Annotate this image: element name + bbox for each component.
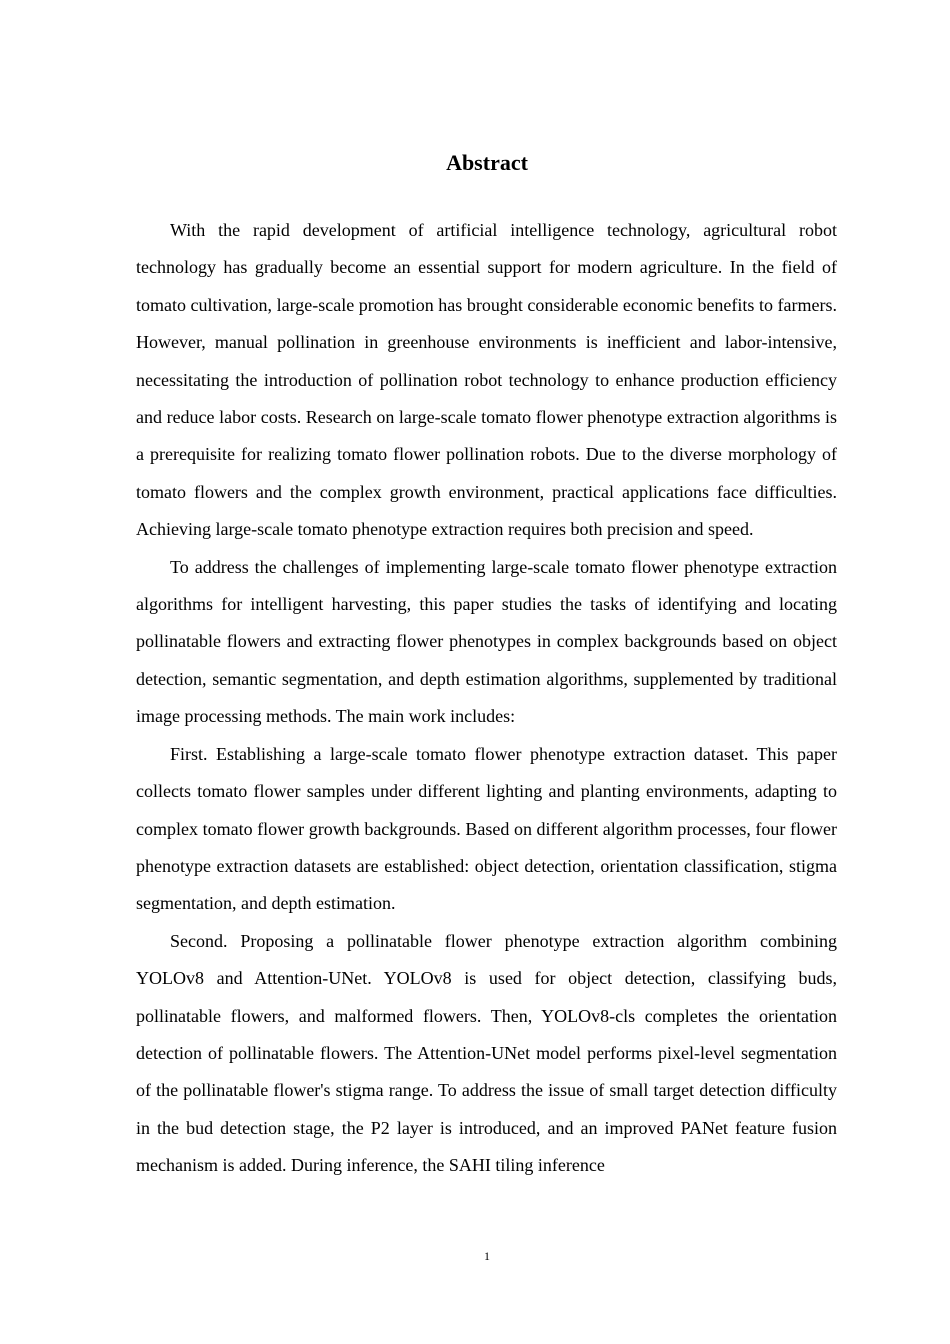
paragraph-intro: With the rapid development of artificial intelligence technology, agricultural robot technology has gradually become an essential support for modern agriculture. In the field of tomato cultivation, large-scale promotion has brought considerable economic benefits to farmers. However, manual pollination in greenhouse environments is inefficient and labor-intensive, necessitating the introduction of pollination robot technology to enhance production efficiency and reduce labor costs. Research on large-scale tomato flower phenotype extraction algorithms is a prerequisite for realizing tomato flower pollination robots. Due to the diverse morphology of tomato flowers and the complex growth environment, practical applications face difficulties. Achieving large-scale tomato phenotype extraction requires both precision and speed. [136,220,837,540]
page-number: 1 [484,1249,490,1263]
abstract-title: Abstract [446,150,528,175]
paragraph-challenges: To address the challenges of implementing large-scale tomato flower phenotype extraction algorithms for intelligent harvesting, this paper studies the tasks of identifying and locating pollinatable flowers and extracting flower phenotypes in complex backgrounds based on object detection, semantic segmentation, and depth estimation algorithms, supplemented by traditional image processing methods. The main work includes: [136,556,837,727]
paragraph-second: Second. Proposing a pollinatable flower phenotype extraction algorithm combining YOLOv8 and Attention-UNet. YOLOv8 is used for object detection, classifying buds, pollinatable flowers, and malformed flowers. Then, YOLOv8-cls completes the orientation detection of pollinatable flowers. The Attention-UNet model performs pixel-level segmentation of the pollinatable flower's stigma range. To address the issue of small target detection difficulty in the bud detection stage, the P2 layer is introduced, and an improved PANet feature fusion mechanism is added. During inference, the SAHI tiling inference [136,930,837,1176]
abstract-body [136,212,837,1185]
paragraph-first: First. Establishing a large-scale tomato flower phenotype extraction dataset. This paper collects tomato flower samples under different lighting and planting environments, adapting to complex tomato flower growth backgrounds. Based on different algorithm processes, four flower phenotype extraction datasets are established: object detection, orientation classification, stigma segmentation, and depth estimation. [136,743,837,914]
